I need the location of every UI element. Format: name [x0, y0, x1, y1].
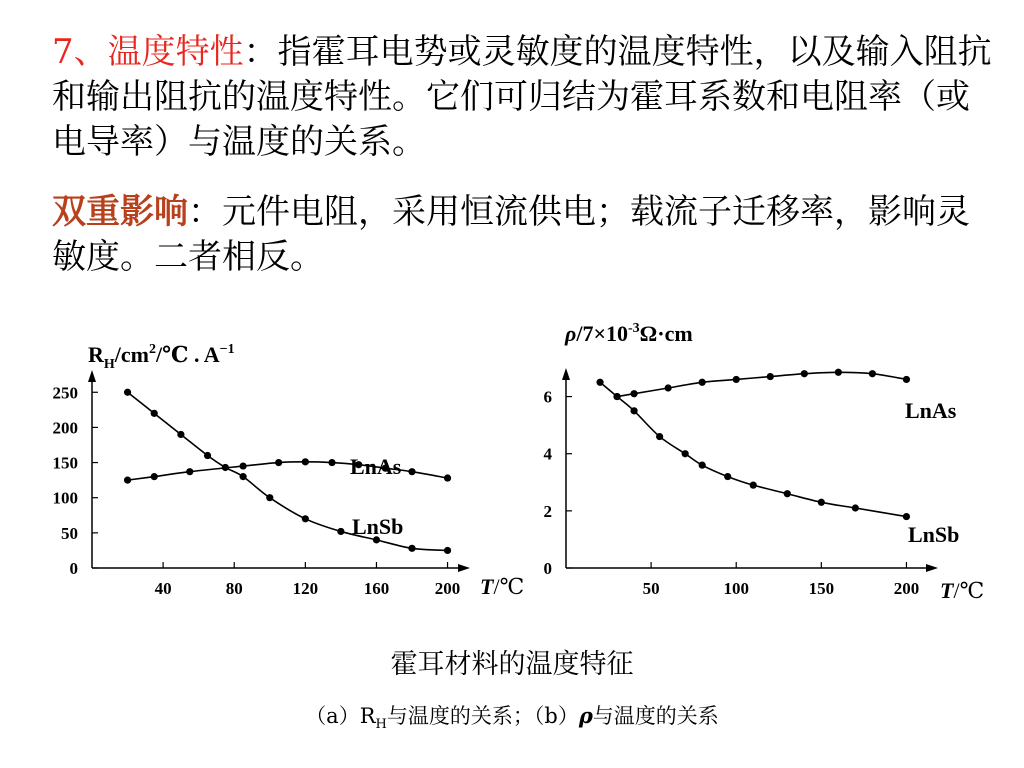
data-point	[656, 433, 663, 440]
x-tick-label: 200	[893, 579, 920, 598]
data-point	[444, 474, 451, 481]
x-tick-label: 200	[434, 579, 461, 598]
heading-colon: ：	[243, 32, 278, 72]
heading-colon: ：	[188, 192, 222, 232]
data-point	[275, 459, 282, 466]
data-point	[665, 384, 672, 391]
chart-a-x-arrow	[458, 564, 470, 572]
data-point	[186, 468, 193, 475]
paragraph-body: 元件电阻，采用恒流供电；载流子迁移率，影响灵敏度。二者相反。	[52, 192, 970, 277]
chart-b-y-arrow	[562, 368, 570, 380]
data-point	[444, 547, 451, 554]
data-point	[682, 450, 689, 457]
chart-a-ylabel: $R_H/cm^2/℃$ . $A^{-1}$	[88, 342, 235, 372]
y-tick-label: 0	[543, 559, 552, 578]
data-point	[869, 370, 876, 377]
y-tick-label: 0	[69, 559, 78, 578]
chart-b-xlabel: T/℃	[940, 578, 985, 603]
chart-a-xlabel: T/℃	[480, 574, 525, 599]
data-point	[337, 528, 344, 535]
x-tick-label: 100	[723, 579, 749, 598]
data-point	[177, 431, 184, 438]
data-point	[903, 513, 910, 520]
data-point	[408, 468, 415, 475]
data-point	[767, 373, 774, 380]
data-point	[801, 370, 808, 377]
chart-b-rho-vs-temperature	[544, 321, 985, 603]
y-tick-label: 250	[52, 383, 78, 403]
x-tick-label: 120	[292, 579, 319, 598]
x-tick-label: 150	[808, 579, 835, 598]
y-tick-label: 2	[543, 501, 552, 521]
data-point	[630, 407, 637, 414]
x-tick-label: 40	[154, 579, 172, 598]
x-tick-label: 80	[225, 579, 243, 598]
y-tick-label: 100	[52, 488, 78, 508]
data-point	[204, 452, 211, 459]
data-point	[124, 389, 131, 396]
data-point	[852, 504, 859, 511]
paragraph-body: 指霍耳电势或灵敏度的温度特性，以及输入阻抗和输出阻抗的温度特性。它们可归结为霍耳系数和电阻率（或电导率）与温度的关系。	[52, 32, 992, 162]
data-point	[240, 462, 247, 469]
series-label-lnsb: LnSb	[352, 514, 404, 539]
figure-title: 霍耳材料的温度特征	[390, 649, 634, 680]
data-point	[699, 379, 706, 386]
data-point	[151, 410, 158, 417]
data-point	[408, 545, 415, 552]
data-point	[596, 379, 603, 386]
series-label-lnas: LnAs	[350, 454, 402, 479]
series-line-lnas	[617, 372, 906, 396]
data-point	[630, 390, 637, 397]
chart-a-rh-vs-temperature	[53, 342, 525, 599]
heading-dual-influence: 双重影响	[52, 192, 188, 232]
chart-b-x-arrow	[926, 564, 938, 572]
y-tick-label: 200	[52, 418, 78, 438]
data-point	[240, 473, 247, 480]
data-point	[818, 499, 825, 506]
x-tick-label: 160	[363, 579, 390, 598]
data-point	[733, 376, 740, 383]
heading-temperature-characteristics: 7、温度特性	[52, 32, 244, 72]
y-tick-label: 50	[61, 523, 78, 543]
data-point	[613, 393, 620, 400]
data-point	[124, 477, 131, 484]
y-tick-label: 6	[543, 387, 552, 407]
data-point	[784, 490, 791, 497]
data-point	[724, 473, 731, 480]
series-label-lnas: LnAs	[905, 398, 957, 423]
data-point	[328, 459, 335, 466]
data-point	[835, 369, 842, 376]
data-point	[750, 482, 757, 489]
chart-a-y-arrow	[88, 370, 96, 382]
data-point	[222, 464, 229, 471]
chart-b-ylabel: $\rho/7\times 10^{-3}\Omega\cdot cm$	[565, 321, 693, 346]
data-point	[302, 515, 309, 522]
data-point	[699, 462, 706, 469]
figure-subcaption: $(a)R_H$与温度的关系；（b）ρ与温度的关系	[305, 703, 719, 733]
series-label-lnsb: LnSb	[908, 522, 960, 547]
y-tick-label: 4	[543, 444, 552, 464]
data-point	[302, 458, 309, 465]
x-tick-label: 50	[642, 579, 660, 598]
data-point	[903, 376, 910, 383]
series-line-lnsb	[600, 382, 906, 516]
y-tick-label: 150	[52, 453, 78, 473]
data-point	[266, 494, 273, 501]
data-point	[151, 473, 158, 480]
